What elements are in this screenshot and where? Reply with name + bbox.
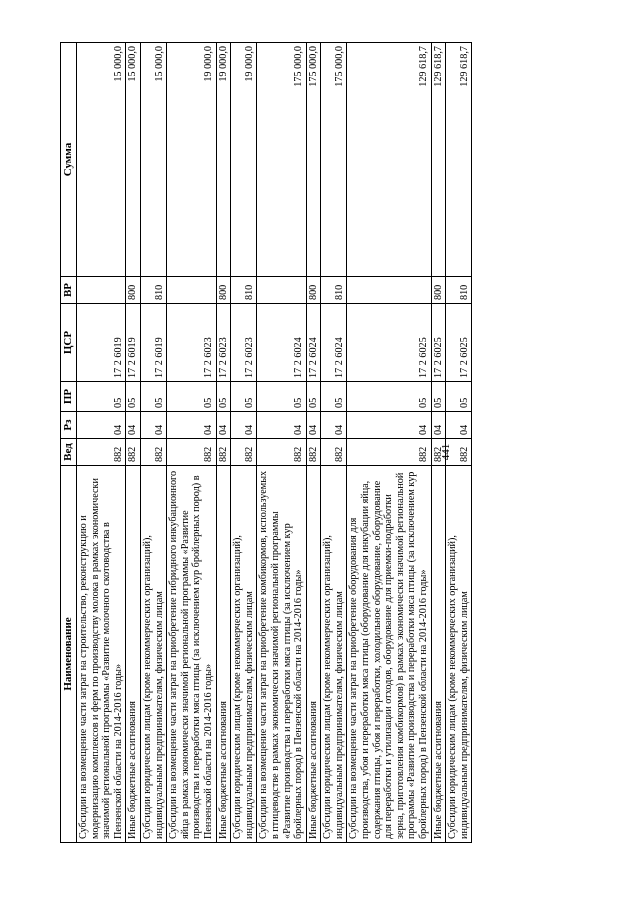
cell-pr: 05 bbox=[321, 382, 347, 412]
cell-rz: 04 bbox=[446, 412, 472, 439]
cell-rz: 04 bbox=[126, 412, 141, 439]
cell-ved: 882 bbox=[231, 439, 257, 466]
cell-ved: 882 bbox=[257, 439, 306, 466]
cell-rz: 04 bbox=[347, 412, 431, 439]
table-row bbox=[77, 43, 126, 843]
cell-ved: 882 bbox=[431, 439, 446, 466]
cell-name: Субсидии на возмещение части затрат на приобретение комбикормов, используемых в птицеводстве в рамках экономически значимой региональной программы «Развитие производства и переработки мяса птицы (за исключением кур бройлерных пород) в Пензенской области на 2014-2016 годы» bbox=[257, 466, 306, 843]
table-row bbox=[231, 43, 257, 843]
cell-ved: 882 bbox=[306, 439, 321, 466]
cell-pr: 05 bbox=[257, 382, 306, 412]
cell-csr: 17 2 6025 bbox=[431, 304, 446, 382]
cell-csr: 17 2 6025 bbox=[446, 304, 472, 382]
cell-ved: 882 bbox=[126, 439, 141, 466]
cell-csr: 17 2 6023 bbox=[231, 304, 257, 382]
cell-pr: 05 bbox=[77, 382, 126, 412]
cell-name: Субсидии юридическим лицам (кроме некоммерческих организаций), индивидуальным предпринимателям, физическим лицам bbox=[140, 466, 166, 843]
header-pr: ПР bbox=[61, 382, 77, 412]
cell-ved: 882 bbox=[446, 439, 472, 466]
table-row bbox=[321, 43, 347, 843]
cell-rz: 04 bbox=[231, 412, 257, 439]
table-row bbox=[257, 43, 306, 843]
cell-name: Иные бюджетные ассигнования bbox=[306, 466, 321, 843]
cell-ved: 882 bbox=[321, 439, 347, 466]
cell-vr: 810 bbox=[140, 277, 166, 304]
budget-table bbox=[60, 42, 472, 843]
cell-ved: 882 bbox=[77, 439, 126, 466]
cell-sum: 129 618,7 bbox=[446, 43, 472, 277]
cell-sum: 19 000,0 bbox=[167, 43, 216, 277]
table-row bbox=[431, 43, 446, 843]
table-row bbox=[126, 43, 141, 843]
cell-csr: 17 2 6023 bbox=[167, 304, 216, 382]
cell-csr: 17 2 6024 bbox=[257, 304, 306, 382]
cell-sum: 15 000,0 bbox=[126, 43, 141, 277]
cell-csr: 17 2 6019 bbox=[77, 304, 126, 382]
cell-pr: 05 bbox=[347, 382, 431, 412]
header-vr: ВР bbox=[61, 277, 77, 304]
header-sum: Сумма bbox=[61, 43, 77, 277]
cell-sum: 19 000,0 bbox=[216, 43, 231, 277]
header-csr: ЦСР bbox=[61, 304, 77, 382]
cell-name: Субсидии юридическим лицам (кроме некоммерческих организаций), индивидуальным предпринимателям, физическим лицам bbox=[446, 466, 472, 843]
cell-pr: 05 bbox=[306, 382, 321, 412]
table-row bbox=[140, 43, 166, 843]
cell-name: Субсидии на возмещение части затрат на приобретение оборудования для производства, убоя и переработки мяса птицы (оборудование для инкубации яйца, содержания птицы, убоя и переработки, холодильное оборудование, оборудование для переработки и утилизации отходов, оборудование для приемки-подработки зерна, приготовления комбикормов) в рамках экономически значимой региональной программы «Развитие производства и переработки мяса птицы (за исключением кур бройлерных пород) в Пензенской области на 2014-2016 годы» bbox=[347, 466, 431, 843]
cell-vr: 800 bbox=[216, 277, 231, 304]
cell-vr bbox=[257, 277, 306, 304]
cell-csr: 17 2 6019 bbox=[126, 304, 141, 382]
table-header-row bbox=[61, 43, 77, 843]
table-row bbox=[167, 43, 216, 843]
header-name: Наименование bbox=[61, 466, 77, 843]
cell-sum: 175 000,0 bbox=[306, 43, 321, 277]
cell-pr: 05 bbox=[431, 382, 446, 412]
cell-pr: 05 bbox=[231, 382, 257, 412]
cell-sum: 129 618,7 bbox=[431, 43, 446, 277]
cell-name: Иные бюджетные ассигнования bbox=[431, 466, 446, 843]
cell-vr: 800 bbox=[431, 277, 446, 304]
cell-name: Субсидии юридическим лицам (кроме некоммерческих организаций), индивидуальным предпринимателям, физическим лицам bbox=[231, 466, 257, 843]
cell-pr: 05 bbox=[126, 382, 141, 412]
cell-csr: 17 2 6024 bbox=[306, 304, 321, 382]
cell-vr bbox=[347, 277, 431, 304]
table-row bbox=[306, 43, 321, 843]
cell-name: Субсидии на возмещение части затрат на строительство, реконструкцию и модернизацию комплексов и ферм по производству молока в рамках экономически значимой региональной программы «Развитие молочного скотоводства в Пензенской области на 2014-2016 годы» bbox=[77, 466, 126, 843]
cell-rz: 04 bbox=[140, 412, 166, 439]
cell-rz: 04 bbox=[167, 412, 216, 439]
cell-csr: 17 2 6025 bbox=[347, 304, 431, 382]
cell-rz: 04 bbox=[216, 412, 231, 439]
header-rz: Рз bbox=[61, 412, 77, 439]
cell-pr: 05 bbox=[167, 382, 216, 412]
cell-sum: 19 000,0 bbox=[231, 43, 257, 277]
cell-rz: 04 bbox=[431, 412, 446, 439]
cell-vr: 810 bbox=[321, 277, 347, 304]
cell-name: Иные бюджетные ассигнования bbox=[216, 466, 231, 843]
cell-pr: 05 bbox=[446, 382, 472, 412]
header-ved: Вед bbox=[61, 439, 77, 466]
cell-vr: 810 bbox=[231, 277, 257, 304]
cell-csr: 17 2 6019 bbox=[140, 304, 166, 382]
cell-rz: 04 bbox=[306, 412, 321, 439]
cell-rz: 04 bbox=[321, 412, 347, 439]
table-row bbox=[446, 43, 472, 843]
cell-ved: 882 bbox=[347, 439, 431, 466]
cell-sum: 175 000,0 bbox=[257, 43, 306, 277]
cell-ved: 882 bbox=[140, 439, 166, 466]
cell-ved: 882 bbox=[216, 439, 231, 466]
cell-rz: 04 bbox=[257, 412, 306, 439]
cell-vr: 800 bbox=[306, 277, 321, 304]
cell-rz: 04 bbox=[77, 412, 126, 439]
cell-name: Субсидии на возмещение части затрат на приобретение гибридного инкубационного яйца в рамках экономически значимой региональной программы «Развитие производства и переработки мяса птицы (за исключением кур бройлерных пород) в Пензенской области на 2014-2016 годы» bbox=[167, 466, 216, 843]
rotated-table-container bbox=[60, 43, 620, 843]
page-number: 441 bbox=[440, 443, 452, 461]
cell-sum: 129 618,7 bbox=[347, 43, 431, 277]
cell-vr: 810 bbox=[446, 277, 472, 304]
cell-name: Субсидии юридическим лицам (кроме некоммерческих организаций), индивидуальным предпринимателям, физическим лицам bbox=[321, 466, 347, 843]
cell-csr: 17 2 6024 bbox=[321, 304, 347, 382]
cell-pr: 05 bbox=[216, 382, 231, 412]
cell-name: Иные бюджетные ассигнования bbox=[126, 466, 141, 843]
table-row bbox=[347, 43, 431, 843]
cell-vr bbox=[167, 277, 216, 304]
cell-sum: 175 000,0 bbox=[321, 43, 347, 277]
cell-pr: 05 bbox=[140, 382, 166, 412]
cell-csr: 17 2 6023 bbox=[216, 304, 231, 382]
cell-vr bbox=[77, 277, 126, 304]
cell-vr: 800 bbox=[126, 277, 141, 304]
cell-sum: 15 000,0 bbox=[77, 43, 126, 277]
cell-ved: 882 bbox=[167, 439, 216, 466]
table-row bbox=[216, 43, 231, 843]
cell-sum: 15 000,0 bbox=[140, 43, 166, 277]
